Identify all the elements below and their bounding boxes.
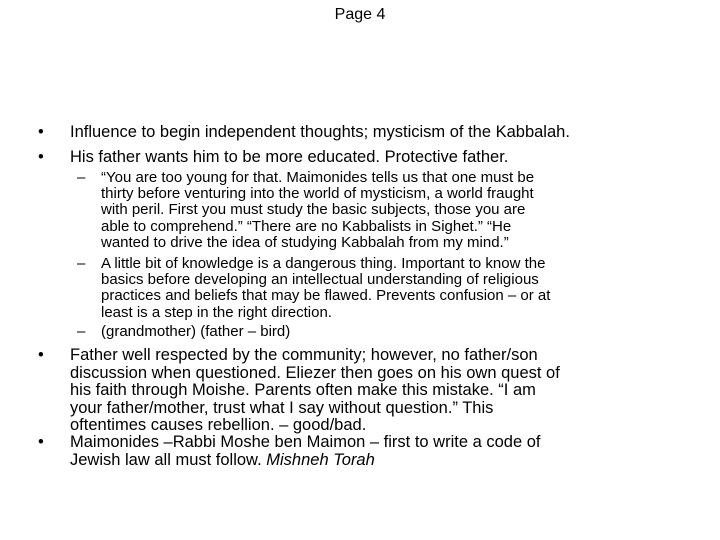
sub-bullet-line: least is a step in the right direction. bbox=[101, 303, 332, 321]
sub-bullet-line: with peril. First you must study the basic subjects, those you are bbox=[101, 201, 526, 219]
bullet-item bbox=[38, 124, 570, 142]
bullet-line: Father well respected by the community; however, no father/son bbox=[70, 346, 538, 364]
book-title: Mishneh Torah bbox=[266, 450, 375, 469]
sub-bullet-line: A little bit of knowledge is a dangerous thing. Important to know the bbox=[101, 255, 546, 272]
sub-bullet-line: practices and beliefs that may be flawed. Prevents confusion – or at bbox=[101, 287, 551, 305]
bullet-line: oftentimes causes rebellion. – good/bad. bbox=[70, 416, 367, 435]
sub-bullet-item bbox=[77, 170, 534, 251]
sub-bullet-line: thirty before venturing into the world of mysticism, a world fraught bbox=[101, 185, 534, 203]
bullet-marker: • bbox=[38, 123, 44, 141]
bullet-item bbox=[38, 434, 540, 469]
bullet-line: your father/mother, trust what I say without question.” This bbox=[70, 398, 494, 417]
sub-bullet-line: basics before developing an intellectual understanding of religious bbox=[101, 271, 539, 289]
sub-bullet-line: able to comprehend.” “There are no Kabbalists in Sighet.” “He bbox=[101, 217, 512, 235]
sub-bullet-marker: – bbox=[77, 255, 86, 272]
page-title: Page 4 bbox=[334, 6, 386, 23]
bullet-line-text: Jewish law all must follow. bbox=[70, 450, 267, 469]
bullet-marker: • bbox=[38, 433, 44, 451]
bullet-item bbox=[38, 149, 508, 167]
sub-bullet-marker: – bbox=[77, 323, 86, 340]
sub-bullet-line: wanted to drive the idea of studying Kabbalah from my mind.” bbox=[101, 233, 509, 251]
sub-bullet-item bbox=[77, 324, 290, 340]
sub-bullet-item bbox=[77, 256, 550, 321]
bullet-line: discussion when questioned. Eliezer then goes on his own quest of bbox=[70, 363, 560, 382]
bullet-marker: • bbox=[38, 346, 44, 364]
sub-bullet-marker: – bbox=[77, 169, 86, 186]
sub-bullet-text: (grandmother) (father – bird) bbox=[101, 323, 291, 340]
bullet-line: Maimonides –Rabbi Moshe ben Maimon – first to write a code of bbox=[70, 433, 541, 451]
bullet-line: his faith through Moishe. Parents often make this mistake. “I am bbox=[70, 381, 536, 400]
bullet-text: Influence to begin independent thoughts; mysticism of the Kabbalah. bbox=[70, 123, 570, 141]
bullet-item bbox=[38, 347, 560, 435]
bullet-text: His father wants him to be more educated. Protective father. bbox=[70, 148, 509, 166]
bullet-marker: • bbox=[38, 148, 44, 166]
bullet-line bbox=[70, 452, 540, 470]
sub-bullet-line: “You are too young for that. Maimonides tells us that one must be bbox=[101, 169, 535, 186]
